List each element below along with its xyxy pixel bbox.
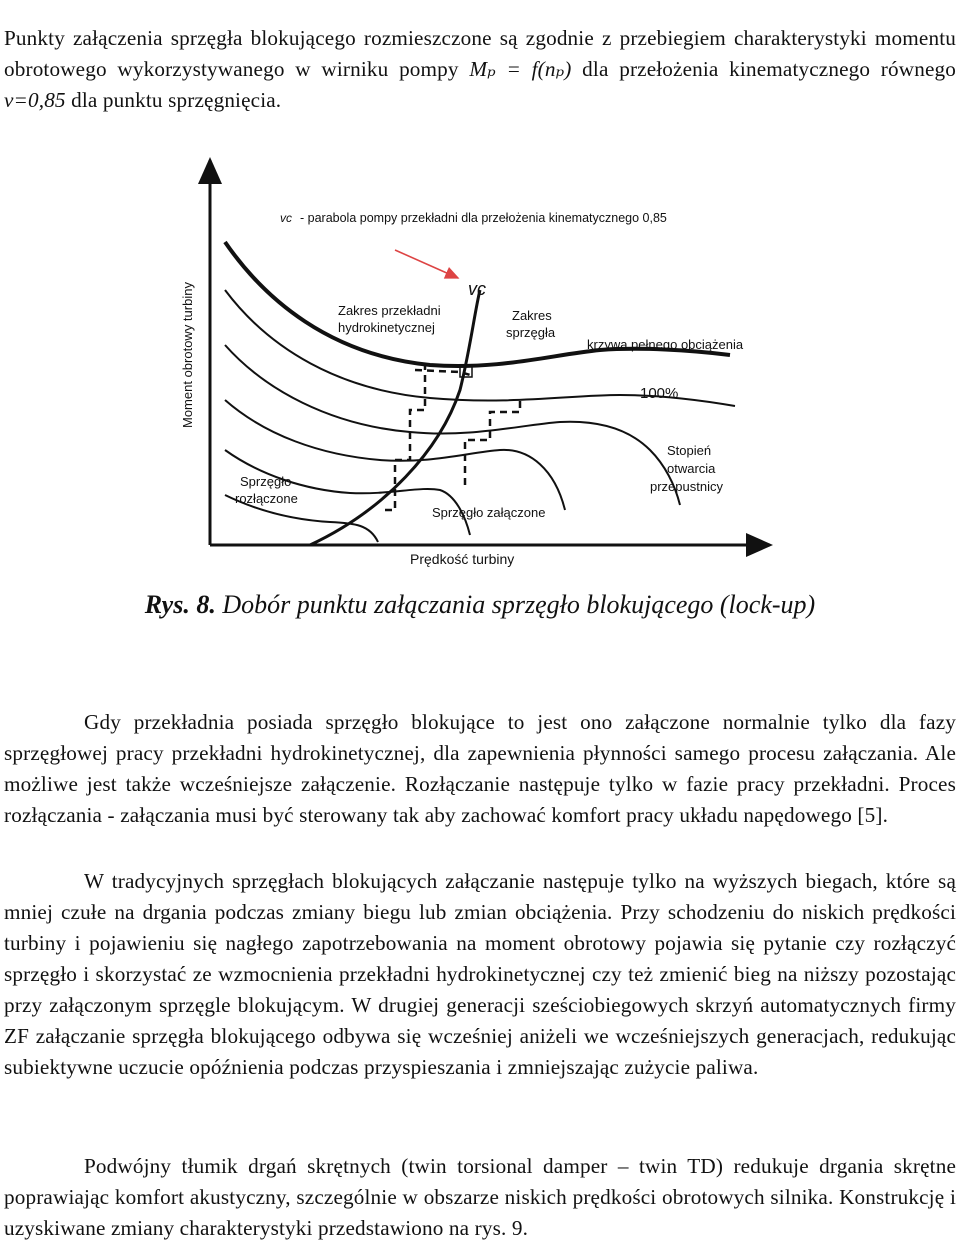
lockup-diagram [170, 150, 790, 580]
y-axis-label: Moment obrotowy turbiny [180, 282, 195, 428]
disengaged-label-1: Sprzęgło [240, 474, 292, 489]
engaged-label: Sprzęgło załączone [432, 505, 546, 520]
legend-text: - parabola pompy przekładni dla przełożenia kinematycznego 0,85 [300, 211, 667, 225]
x-axis-label: Prędkość turbiny [410, 551, 515, 567]
intro-text-end: dla punktu sprzęgnięcia. [65, 88, 282, 113]
legend-arrow [395, 250, 458, 278]
body-paragraph-1: Gdy przekładnia posiada sprzęgło blokujące to jest ono załączone normalnie tylko dla fazy sprzęgłowej pracy przekładni hydrokinetycznej, dla zapewnienia płynności samego procesu załączania. Ale możliwe jest także wcześniejsze załączenie. Rozłączanie następuje tylko w fazie pracy przekładni. Proces rozłączania - załączania musi być sterowany tak aby zachować komfort pracy układu napędowego [5]. [4, 710, 956, 828]
body-paragraph-2: W tradycyjnych sprzęgłach blokujących załączanie następuje tylko na wyższych biegach, które są mniej czułe na drgania podczas zmiany biegu lub zmian obciążenia. Przy schodzeniu do niskich prędkości turbiny i pojawieniu się nagłego zapotrzebowania na moment obrotowy pojawia się pytanie czy rozłączyć sprzęgło i skorzystać ze wzmocnienia przekładni hydrokinetycznej czy też zmienić bieg na niższy pozostając przy załączonym sprzęgle blokującym. W drugiej generacji sześciobiegowych skrzyń automatycznych firmy ZF załączanie sprzęgła blokującego odbywa się wcześniej aniżeli we wcześniejszych generacjach, redukując subiektywne uczucie opóźnienia podczas przyspieszania i zmniejszając zużycie paliwa. [4, 869, 956, 1080]
figure-number: Rys. 8. [144, 590, 216, 619]
throttle-curve-2 [225, 345, 680, 505]
zone-clutch-label-1: Zakres [512, 308, 552, 323]
legend-symbol: vᴄ [280, 211, 292, 225]
engage-dashed-right [465, 400, 520, 485]
vc-label: vᴄ [468, 279, 486, 299]
diagram-svg [170, 150, 790, 580]
zone-hydro-label-2: hydrokinetycznej [338, 320, 435, 335]
throttle-label-2: otwarcia [667, 461, 716, 476]
intro-paragraph [4, 23, 956, 116]
throttle-label-3: przepustnicy [650, 479, 723, 494]
intro-text-start: Punkty załączenia sprzęgła blokującego rozmieszczone są zgodnie z przebiegiem charakterystyki momentu obrotowego wykorzystywanego w wirniku pompy [4, 26, 956, 82]
throttle-label-1: Stopień [667, 443, 712, 458]
intro-text-middle: dla przełożenia kinematycznego równego [571, 57, 956, 82]
engage-dashed-top [415, 370, 470, 375]
engage-dashed-left [385, 365, 425, 510]
figure-caption [0, 590, 960, 620]
zone-hydro-label-1: Zakres przekładni [338, 303, 441, 318]
percent-label: 100% [640, 385, 679, 402]
nu-value: ν=0,85 [4, 88, 66, 113]
math-formula: Mₚ = f(nₚ) [469, 57, 572, 82]
zone-clutch-label-2: sprzęgła [506, 325, 556, 340]
figure-caption-text: Dobór punktu załączania sprzęgło blokującego (lock-up) [215, 590, 816, 619]
body-paragraph-3: Podwójny tłumik drgań skrętnych (twin torsional damper – twin TD) redukuje drgania skrętne poprawiając komfort akustyczny, szczególnie w obszarze niskich prędkości obrotowych silnika. Konstrukcję i uzyskiwane zmiany charakterystyki przedstawiono na rys. 9. [4, 1154, 956, 1241]
disengaged-label-2: rozłączone [235, 491, 298, 506]
full-load-label: krzywa pełnego obciążenia [587, 337, 744, 352]
